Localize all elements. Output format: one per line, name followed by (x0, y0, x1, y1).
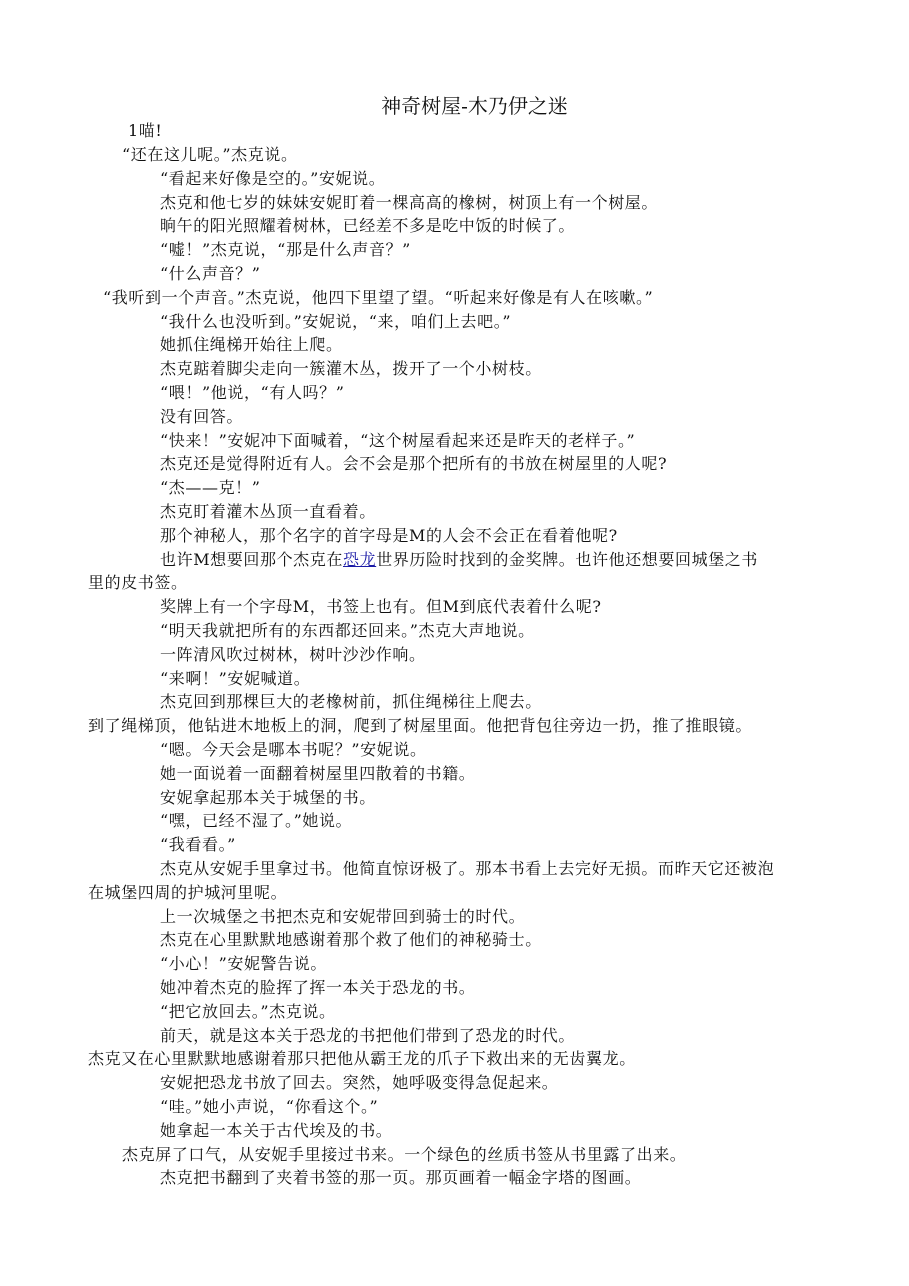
paragraph-line: “我什么也没听到。”安妮说，“来，咱们上去吧。” (160, 312, 512, 331)
paragraph-line: 杰克把书翻到了夹着书签的那一页。那页画着一幅金字塔的图画。 (160, 1168, 642, 1187)
document-title: 神奇树屋-木乃伊之迷 (381, 94, 568, 118)
paragraph-line (160, 550, 758, 570)
paragraph-line: 她抓住绳梯开始往上爬。 (160, 335, 343, 354)
paragraph-line: 前天，就是这本关于恐龙的书把他们带到了恐龙的时代。 (160, 1026, 576, 1045)
paragraph-line: “来啊！”安妮喊道。 (160, 669, 311, 688)
paragraph-line: “喂！”他说，“有人吗？” (160, 383, 345, 402)
paragraph-line: 杰克在心里默默地感谢着那个救了他们的神秘骑士。 (160, 930, 542, 949)
paragraph-line: 杰克盯着灌木丛顶一直看着。 (160, 502, 376, 521)
paragraph-line: 奖牌上有一个字母M，书签上也有。但M到底代表着什么呢? (160, 597, 602, 616)
paragraph-line: “什么声音？” (160, 264, 261, 283)
paragraph-line: 在城堡四周的护城河里呢。 (88, 883, 288, 902)
paragraph-line: “杰——克！” (160, 478, 261, 497)
paragraph-line: 她冲着杰克的脸挥了挥一本关于恐龙的书。 (160, 978, 476, 997)
paragraph-line: “嘘！”杰克说，“那是什么声音？” (160, 240, 411, 259)
text-run: 世界历险时找到的金奖牌。也许他还想要回城堡之书 (376, 550, 758, 569)
paragraph-line: 杰克还是觉得附近有人。会不会是那个把所有的书放在树屋里的人呢? (160, 454, 668, 473)
paragraph-line: 里的皮书签。 (88, 573, 188, 592)
paragraph-line: 杰克又在心里默默地感谢着那只把他从霸王龙的爪子下救出来的无齿翼龙。 (88, 1049, 636, 1068)
paragraph-line: “嘿，已经不湿了。”她说。 (160, 811, 353, 830)
paragraph-line: 晌午的阳光照耀着树林，已经差不多是吃中饭的时候了。 (160, 216, 576, 235)
paragraph-line: 杰克回到那棵巨大的老橡树前，抓住绳梯往上爬去。 (160, 692, 542, 711)
paragraph-line: “嗯。今天会是哪本书呢？”安妮说。 (160, 740, 427, 759)
paragraph-line: 上一次城堡之书把杰克和安妮带回到骑士的时代。 (160, 907, 526, 926)
paragraph-line: “我听到一个声音。”杰克说，他四下里望了望。“听起来好像是有人在咳嗽。” (103, 288, 654, 307)
text-run: 也许M想要回那个杰克在 (160, 550, 343, 569)
paragraph-line: 一阵清风吹过树林，树叶沙沙作响。 (160, 645, 426, 664)
paragraph-line: 没有回答。 (160, 407, 244, 426)
paragraph-line: “明天我就把所有的东西都还回来。”杰克大声地说。 (160, 621, 535, 640)
paragraph-line: “我看看。” (160, 835, 236, 854)
paragraph-line: 那个神秘人，那个名字的首字母是M的人会不会正在看着他呢? (160, 526, 618, 545)
paragraph-line: “还在这儿呢。”杰克说。 (122, 145, 298, 164)
paragraph-line: “把它放回去。”杰克说。 (160, 1002, 336, 1021)
paragraph-line: 1喵! (128, 121, 163, 140)
paragraph-line: 安妮拿起那本关于城堡的书。 (160, 788, 376, 807)
paragraph-line: 到了绳梯顶，他钻进木地板上的洞，爬到了树屋里面。他把背包往旁边一扔，推了推眼镜。 (88, 716, 753, 735)
paragraph-line: 杰克踮着脚尖走向一簇灌木丛，拨开了一个小树枝。 (160, 359, 542, 378)
paragraph-line: 杰克和他七岁的妹妹安妮盯着一棵高高的橡树，树顶上有一个树屋。 (160, 193, 659, 212)
paragraph-line: “看起来好像是空的。”安妮说。 (160, 169, 386, 188)
paragraph-line: 杰克从安妮手里拿过书。他简直惊讶极了。那本书看上去完好无损。而昨天它还被泡 (160, 859, 775, 878)
paragraph-line: 杰克屏了口气，从安妮手里接过书来。一个绿色的丝质书签从书里露了出来。 (122, 1145, 687, 1164)
paragraph-line: “哇。”她小声说，“你看这个。” (160, 1097, 379, 1116)
paragraph-line: “小心！”安妮警告说。 (160, 954, 327, 973)
paragraph-line: 安妮把恐龙书放了回去。突然，她呼吸变得急促起来。 (160, 1073, 559, 1092)
paragraph-line: “快来！”安妮冲下面喊着，“这个树屋看起来还是昨天的老样子。” (160, 431, 636, 450)
paragraph-line: 她拿起一本关于古代埃及的书。 (160, 1121, 393, 1140)
dinosaur-link[interactable]: 恐龙 (342, 550, 377, 569)
paragraph-line: 她一面说着一面翻着树屋里四散着的书籍。 (160, 764, 476, 783)
